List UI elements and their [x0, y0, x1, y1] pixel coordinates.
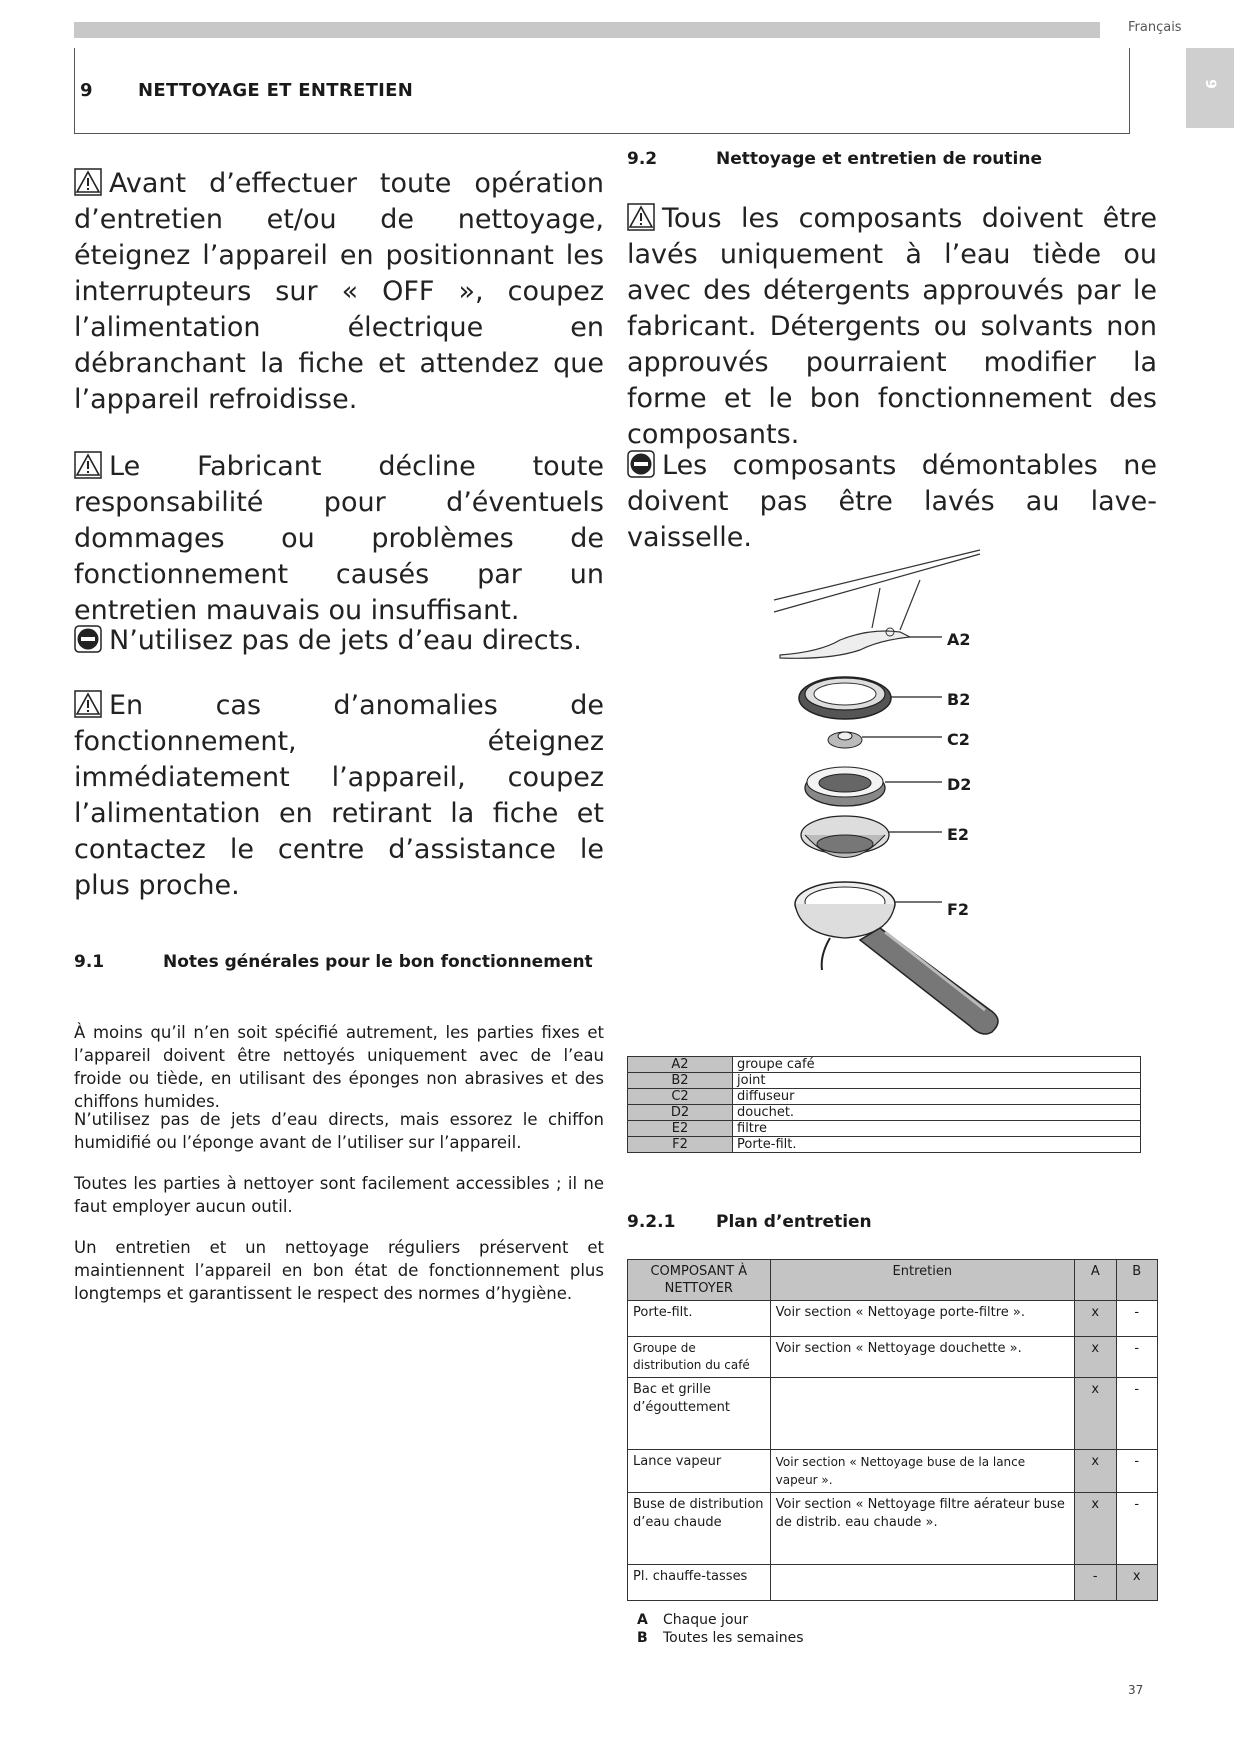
- prohibition-block: [74, 623, 604, 659]
- cell-a: x: [1075, 1493, 1116, 1565]
- legend-code: D2: [628, 1105, 733, 1121]
- cell-maintenance: Voir section « Nettoyage douchette ».: [770, 1337, 1074, 1378]
- paragraph: Toutes les parties à nettoyer sont facilement accessibles ; il ne faut employer aucun outil.: [74, 1174, 604, 1216]
- prohibition-icon: [627, 450, 655, 478]
- warning-block: [627, 201, 1157, 453]
- header-a: A: [1075, 1260, 1116, 1301]
- cell-maintenance: Voir section « Nettoyage porte-filtre ».: [770, 1301, 1074, 1337]
- cell-maintenance: Voir section « Nettoyage filtre aérateur buse de distrib. eau chaude ».: [770, 1493, 1074, 1565]
- legend-label: groupe café: [733, 1057, 1141, 1073]
- table-row: [628, 1493, 1158, 1565]
- table-row: [628, 1105, 1141, 1121]
- cell-b: -: [1116, 1493, 1157, 1565]
- figure-label: D2: [947, 775, 972, 794]
- language-label: Français: [1128, 20, 1182, 35]
- parts-legend-table: [627, 1056, 1141, 1153]
- footnote-text: Toutes les semaines: [663, 1630, 804, 1646]
- cell-maintenance: [770, 1565, 1074, 1601]
- warning-text: En cas d’anomalies de fonctionnement, éteignez immédiatement l’appareil, coupez l’alimentation en retirant la fiche et contactez le centre d’assistance le plus proche.: [74, 690, 604, 901]
- table-header-row: [628, 1260, 1158, 1301]
- cell-b: x: [1116, 1565, 1157, 1601]
- figure-label: C2: [947, 730, 970, 749]
- table-row: [628, 1137, 1141, 1153]
- cell-b: -: [1116, 1337, 1157, 1378]
- cell-maintenance: [770, 1378, 1074, 1450]
- prohibition-text: Les composants démontables ne doivent pas être lavés au lave-vaisselle.: [627, 450, 1157, 553]
- table-row: [628, 1089, 1141, 1105]
- chapter-title: NETTOYAGE ET ENTRETIEN: [138, 80, 414, 101]
- paragraph: Un entretien et un nettoyage réguliers préservent et maintiennent l’appareil en bon état de fonctionnement plus longtemps et garantissent le respect des normes d’hygiène.: [74, 1238, 604, 1303]
- legend-label: Porte-filt.: [733, 1137, 1141, 1153]
- header-b: B: [1116, 1260, 1157, 1301]
- warning-text: Avant d’effectuer toute opération d’entretien et/ou de nettoyage, éteignez l’appareil en positionnant les interrupteurs sur « OFF », coupez l’alimentation électrique en débranchant la fiche et attendez que l’appareil refroidisse.: [74, 168, 604, 415]
- warning-block: [74, 449, 604, 629]
- warning-text: Tous les composants doivent être lavés uniquement à l’eau tiède ou avec des détergents approuvés par le fabricant. Détergents ou solvants non approuvés pourraient modifier la forme et le bon fonctionnement des composants.: [627, 203, 1157, 450]
- warning-block: [74, 688, 604, 904]
- warning-triangle-icon: [74, 690, 102, 718]
- footnote-key: A: [637, 1612, 648, 1628]
- maintenance-plan-table: [627, 1259, 1158, 1601]
- exploded-parts-figure: [760, 540, 1020, 1040]
- table-row: [628, 1450, 1158, 1493]
- legend-label: filtre: [733, 1121, 1141, 1137]
- legend-label: joint: [733, 1073, 1141, 1089]
- cell-component: Groupe de distribution du café: [628, 1337, 771, 1378]
- table-row: [628, 1057, 1141, 1073]
- header-bar: [74, 22, 1100, 38]
- figure-label: E2: [947, 825, 970, 844]
- warning-triangle-icon: [74, 168, 102, 196]
- section-number: 9.2.1: [627, 1212, 676, 1232]
- section-title: Plan d’entretien: [716, 1212, 872, 1232]
- cell-a: x: [1075, 1337, 1116, 1378]
- header-maintenance: Entretien: [770, 1260, 1074, 1301]
- warning-text: Le Fabricant décline toute responsabilité pour d’éventuels dommages ou problèmes de fonctionnement causés par un entretien mauvais ou insuffisant.: [74, 451, 604, 626]
- cell-b: -: [1116, 1301, 1157, 1337]
- table-row: [628, 1073, 1141, 1089]
- header-component: COMPOSANT À NETTOYER: [628, 1260, 771, 1301]
- table-row: [628, 1378, 1158, 1450]
- cell-component: Porte-filt.: [628, 1301, 771, 1337]
- legend-code: C2: [628, 1089, 733, 1105]
- section-title: Notes générales pour le bon fonctionnement: [163, 952, 593, 972]
- table-row: [628, 1337, 1158, 1378]
- paragraph: À moins qu’il n’en soit spécifié autrement, les parties fixes et l’appareil doivent être nettoyés uniquement avec de l’eau froide ou tiède, en utilisant des éponges non abrasives et des chiffons humides.: [74, 1023, 604, 1111]
- section-number: 9.2: [627, 149, 658, 169]
- cell-b: -: [1116, 1378, 1157, 1450]
- legend-code: A2: [628, 1057, 733, 1073]
- figure-label: B2: [947, 690, 971, 709]
- prohibition-icon: [74, 625, 102, 653]
- paragraph: N’utilisez pas de jets d’eau directs, mais essorez le chiffon humidifié ou l’éponge avant de l’utiliser sur l’appareil.: [74, 1110, 604, 1152]
- cell-maintenance: Voir section « Nettoyage buse de la lance vapeur ».: [770, 1450, 1074, 1493]
- chapter-number: 9: [80, 80, 93, 101]
- legend-code: B2: [628, 1073, 733, 1089]
- legend-code: E2: [628, 1121, 733, 1137]
- figure-label: F2: [947, 900, 970, 919]
- cell-component: Lance vapeur: [628, 1450, 771, 1493]
- figure-label: A2: [947, 630, 971, 649]
- legend-label: douchet.: [733, 1105, 1141, 1121]
- footnote: [637, 1630, 804, 1646]
- cell-component: Bac et grille d’égouttement: [628, 1378, 771, 1450]
- legend-code: F2: [628, 1137, 733, 1153]
- cell-a: -: [1075, 1565, 1116, 1601]
- warning-block: [74, 166, 604, 418]
- section-title: Nettoyage et entretien de routine: [716, 149, 1042, 169]
- prohibition-text: N’utilisez pas de jets d’eau directs.: [109, 625, 582, 656]
- cell-component: Buse de distribution d’eau chaude: [628, 1493, 771, 1565]
- warning-triangle-icon: [74, 451, 102, 479]
- footnote-key: B: [637, 1630, 648, 1646]
- cell-a: x: [1075, 1450, 1116, 1493]
- legend-label: diffuseur: [733, 1089, 1141, 1105]
- cell-a: x: [1075, 1378, 1116, 1450]
- chapter-side-tab: [1186, 48, 1234, 128]
- page-number: 37: [1128, 1683, 1144, 1697]
- footnote-text: Chaque jour: [663, 1612, 749, 1628]
- section-number: 9.1: [74, 952, 105, 972]
- warning-triangle-icon: [627, 203, 655, 231]
- table-row: [628, 1565, 1158, 1601]
- cell-a: x: [1075, 1301, 1116, 1337]
- side-tab-number: 9: [1202, 79, 1218, 89]
- footnote: [637, 1612, 748, 1628]
- cell-component: Pl. chauffe-tasses: [628, 1565, 771, 1601]
- table-row: [628, 1121, 1141, 1137]
- cell-b: -: [1116, 1450, 1157, 1493]
- table-row: [628, 1301, 1158, 1337]
